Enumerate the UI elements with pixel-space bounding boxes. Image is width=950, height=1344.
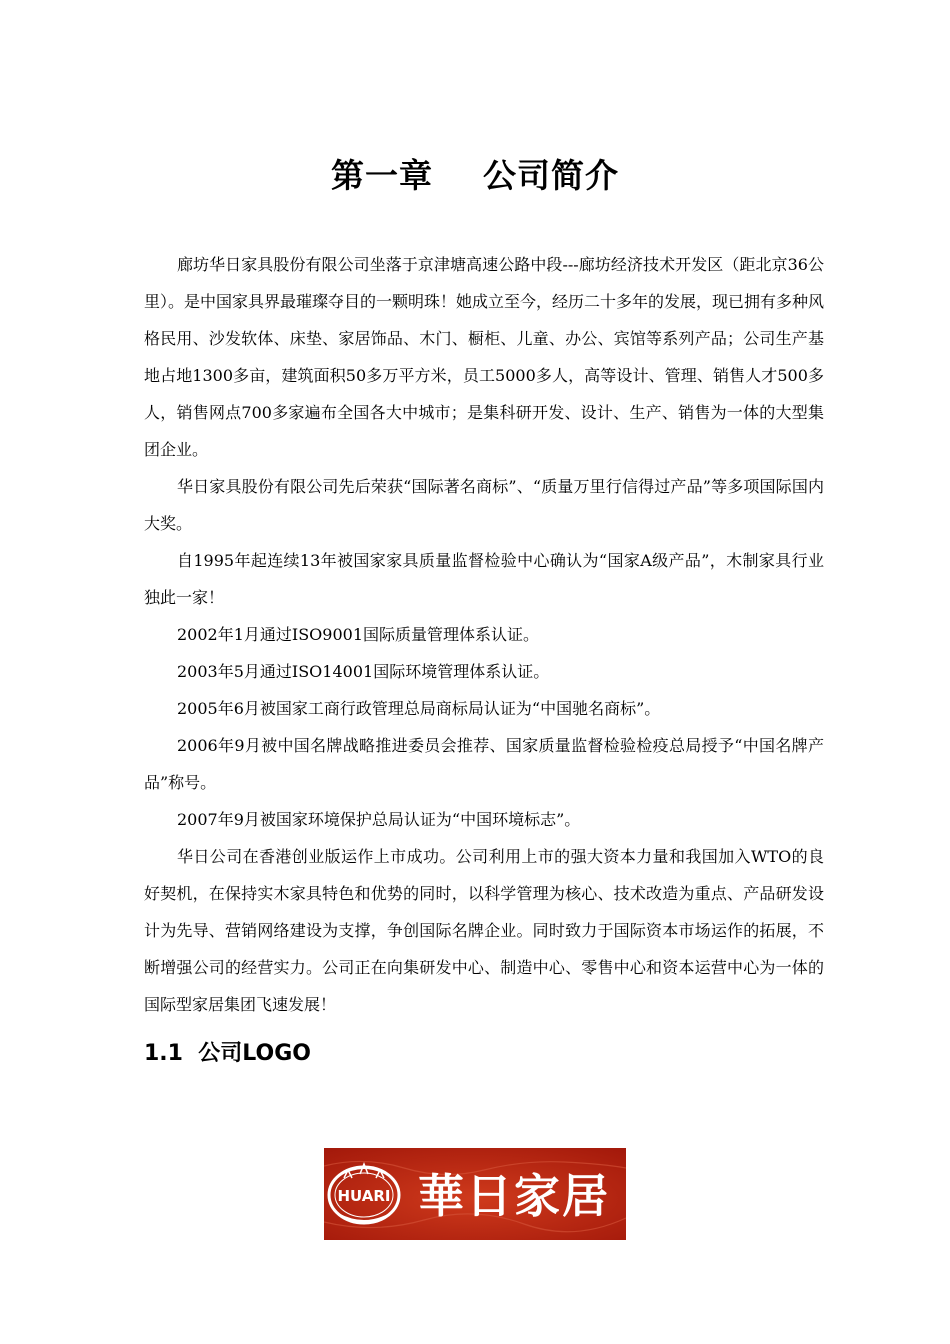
- paragraph-intro: 廊坊华日家具股份有限公司坐落于京津塘高速公路中段---廊坊经济技术开发区（距北京36公里）。是中国家具界最璀璨夺目的一颗明珠！她成立至今，经历二十多年的发展，现已拥有多种风格民用、沙发软体、床垫、家居饰品、木门、橱柜、儿童、办公、宾馆等系列产品；公司生产基地占地1300多亩，建筑面积50多万平方米，员工5000多人，高等设计、管理、销售人才500多人，销售网点700多家遍布全国各大中城市；是集科研开发、设计、生产、销售为一体的大型集团企业。: [144, 255, 825, 459]
- chapter-title: 第一章 公司简介: [331, 156, 619, 195]
- company-logo: [324, 1148, 626, 1240]
- body-text: [144, 246, 824, 1023]
- paragraph-famous-trademark: 2005年6月被国家工商行政管理总局商标局认证为“中国驰名商标”。: [177, 699, 661, 718]
- paragraph-iso9001: 2002年1月通过ISO9001国际质量管理体系认证。: [177, 625, 540, 644]
- paragraph-a-grade: 自1995年起连续13年被国家家具质量监督检验中心确认为“国家A级产品”，木制家具行业独此一家！: [144, 551, 824, 607]
- logo-emblem-text: HUARI: [337, 1187, 391, 1205]
- paragraph-awards: 华日家具股份有限公司先后荣获“国际著名商标”、“质量万里行信得过产品”等多项国际国内大奖。: [144, 477, 824, 533]
- paragraph-listing: 华日公司在香港创业版运作上市成功。公司利用上市的强大资本力量和我国加入WTO的良好契机，在保持实木家具特色和优势的同时，以科学管理为核心、技术改造为重点、产品研发设计为先导、营销网络建设为支撑，争创国际名牌企业。同时致力于国际资本市场运作的拓展，不断增强公司的经营实力。公司正在向集研发中心、制造中心、零售中心和资本运营中心为一体的国际型家居集团飞速发展！: [144, 847, 824, 1014]
- logo-brand-text: 華日家居: [418, 1169, 610, 1223]
- paragraph-environment-mark: 2007年9月被国家环境保护总局认证为“中国环境标志”。: [177, 810, 581, 829]
- paragraph-iso14001: 2003年5月通过ISO14001国际环境管理体系认证。: [177, 662, 550, 681]
- paragraph-brand-product: 2006年9月被中国名牌战略推进委员会推荐、国家质量监督检验检疫总局授予“中国名牌产品”称号。: [144, 736, 824, 792]
- section-heading: 1.1 公司LOGO: [144, 1041, 311, 1066]
